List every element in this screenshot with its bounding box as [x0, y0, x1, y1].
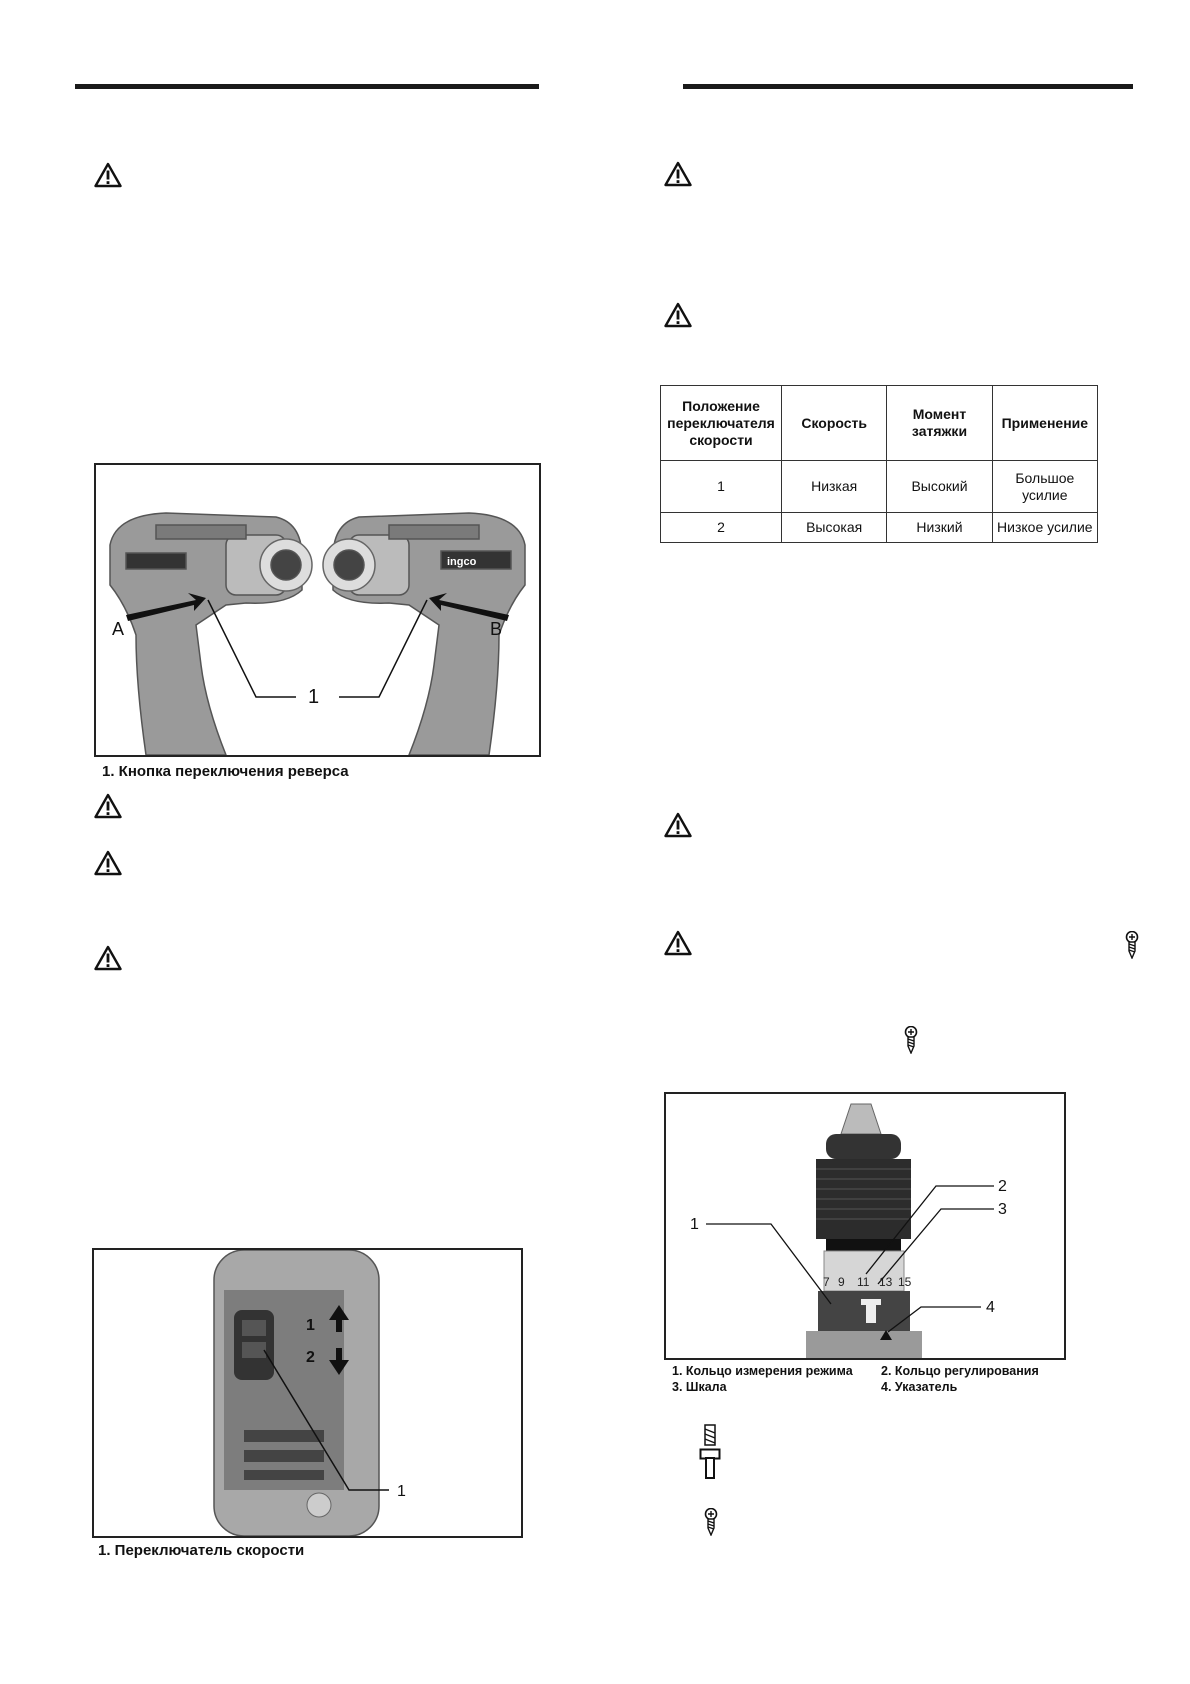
- speed-callout-2: 2: [306, 1349, 315, 1366]
- hammer-icon: [699, 1448, 721, 1480]
- warning-icon: [94, 162, 122, 188]
- brand-label: ingco: [447, 556, 477, 568]
- screw-icon: [703, 1508, 719, 1536]
- scale-mark: 11: [857, 1275, 870, 1289]
- warning-icon: [94, 945, 122, 971]
- screw-icon: [903, 1026, 919, 1054]
- warning-icon: [94, 850, 122, 876]
- warning-icon: [94, 793, 122, 819]
- drill-left: [110, 513, 312, 755]
- chuck-caption-4: 4. Указатель: [881, 1380, 958, 1394]
- speed-switch-illustration: [94, 1250, 521, 1536]
- scale-mark: 9: [838, 1275, 845, 1289]
- table-cell: Высокая: [782, 513, 887, 543]
- table-cell: 2: [661, 513, 782, 543]
- warning-icon: [664, 812, 692, 838]
- table-header: Применение: [992, 386, 1097, 461]
- header-rule-right: [683, 84, 1133, 89]
- speed-table: [660, 385, 1098, 543]
- chuck-caption-1: 1. Кольцо измерения режима: [672, 1364, 853, 1378]
- screw-icon: [1124, 931, 1140, 959]
- warning-icon: [664, 302, 692, 328]
- speed-callout-1: 1: [306, 1317, 315, 1334]
- drill-icon: [702, 1424, 718, 1446]
- scale-mark: 15: [898, 1275, 912, 1289]
- chuck-callout-4: 4: [986, 1299, 995, 1316]
- chuck-caption-3: 3. Шкала: [672, 1380, 727, 1394]
- chuck-callout-2: 2: [998, 1178, 1007, 1195]
- table-row: [661, 461, 1098, 513]
- chuck-figure: [664, 1092, 1066, 1360]
- callout-1: 1: [308, 686, 320, 708]
- chuck-callout-3: 3: [998, 1201, 1007, 1218]
- warning-icon: [664, 930, 692, 956]
- table-header: Положение переключателя скорости: [661, 386, 782, 461]
- chuck-callout-1: 1: [690, 1216, 699, 1233]
- table-header-row: [661, 386, 1098, 461]
- header-rule-left: [75, 84, 539, 89]
- table-cell: 1: [661, 461, 782, 513]
- table-header: Скорость: [782, 386, 887, 461]
- table-cell: Низкое усилие: [992, 513, 1097, 543]
- reverse-figure-caption: 1. Кнопка переключения реверса: [102, 763, 349, 780]
- table-cell: Высокий: [887, 461, 992, 513]
- scale-mark: 13: [879, 1275, 893, 1289]
- chuck-illustration: [666, 1094, 1064, 1358]
- speed-figure-caption: 1. Переключатель скорости: [98, 1542, 305, 1559]
- speed-pointer-callout: 1: [397, 1483, 406, 1500]
- table-row: [661, 513, 1098, 543]
- drill-reverse-illustration: [96, 465, 539, 755]
- chuck-caption-2: 2. Кольцо регулирования: [881, 1364, 1039, 1378]
- table-cell: Большое усилие: [992, 461, 1097, 513]
- table-header: Момент затяжки: [887, 386, 992, 461]
- callout-b: B: [490, 619, 503, 639]
- callout-a: A: [112, 619, 125, 639]
- speed-switch-figure: [92, 1248, 523, 1538]
- table-cell: Низкая: [782, 461, 887, 513]
- table-cell: Низкий: [887, 513, 992, 543]
- reverse-button-figure: [94, 463, 541, 757]
- scale-mark: 7: [823, 1275, 830, 1289]
- warning-icon: [664, 161, 692, 187]
